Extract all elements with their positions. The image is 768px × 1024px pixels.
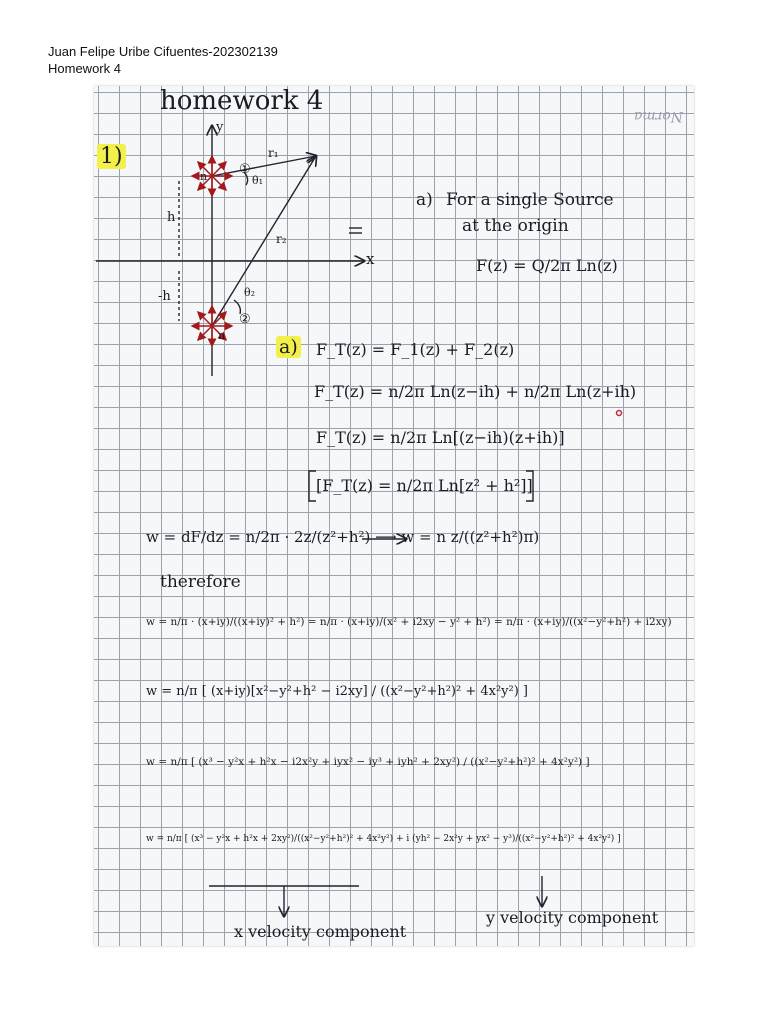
equation-5: w = dF/dz = n/2π · 2z/(z²+h²) ⟶ w = n z/((z²+h²)π) (146, 528, 540, 546)
handwriting-strokes (94, 86, 694, 946)
r2-vector (212, 156, 316, 326)
side-note-line1: For a single Source (446, 190, 614, 210)
bracket-box (309, 471, 316, 501)
axis-y-label: y (216, 120, 224, 135)
equation-1: F_T(z) = F_1(z) + F_2(z) (316, 340, 515, 359)
source1-strength: n (200, 170, 208, 183)
therefore-word: therefore (160, 572, 241, 592)
h-upper-label: h (167, 210, 176, 225)
assignment-title: Homework 4 (48, 61, 121, 76)
red-dot (617, 411, 622, 416)
notebook-page (94, 86, 694, 946)
equation-7: w = n/π [ (x+iy)[x²−y²+h² − i2xy] / ((x²−y²+h²)² + 4x²y²) ] (146, 684, 529, 699)
notebook-title: homework 4 (160, 86, 324, 116)
side-note-label: a) (416, 190, 433, 210)
side-note-line2: at the origin (462, 216, 569, 236)
equation-2: F_T(z) = n/2π Ln(z−ih) + n/2π Ln(z+ih) (314, 382, 637, 401)
equation-4-boxed: [F_T(z) = n/2π Ln[z² + h²]] (316, 476, 533, 495)
source2-marker: ② (239, 312, 251, 327)
equation-6: w = n/π · (x+iy)/((x+iy)² + h²) = n/π · (x+iy)/(x² + i2xy − y² + h²) = n/π · (x+iy)/((x²−y²+h²) + i2xy) (146, 616, 672, 628)
theta2-label: θ₂ (244, 286, 256, 299)
equation-8: w = n/π [ (x³ − y²x + h²x − i2x²y + iyx² − iy³ + iyh² + 2xy²) / ((x²−y²+h²)² + 4x²y²) ] (146, 756, 590, 768)
author-line: Juan Felipe Uribe Cifuentes-202302139 (48, 44, 278, 59)
source1-marker: ① (239, 162, 251, 177)
x-velocity-label: x velocity component (234, 922, 407, 941)
r2-label: r₂ (276, 232, 287, 246)
problem-number: 1) (97, 144, 126, 169)
document-header (48, 43, 278, 77)
r1-label: r₁ (268, 146, 279, 160)
y-velocity-label: y velocity component (486, 908, 659, 927)
part-label: a) (276, 336, 301, 358)
equation-9: w = n/π [ (x³ − y²x + h²x + 2xy²)/((x²−y²+h²)² + 4x²y²) + i (yh² − 2x²y + yx² − y³)/((x²−y²+h²)² + 4x²y²) ] (146, 834, 621, 844)
theta1-label: θ₁ (252, 174, 264, 187)
axis-x-label: x (366, 250, 375, 268)
r1-vector (212, 156, 316, 176)
notebook-brand-mark: Norma (634, 108, 683, 124)
single-source-formula: F(z) = Q/2π Ln(z) (476, 256, 618, 275)
equation-3: F_T(z) = n/2π Ln[(z−ih)(z+ih)] (316, 428, 565, 447)
h-lower-label: -h (158, 289, 171, 304)
source2-strength: n (218, 329, 226, 342)
